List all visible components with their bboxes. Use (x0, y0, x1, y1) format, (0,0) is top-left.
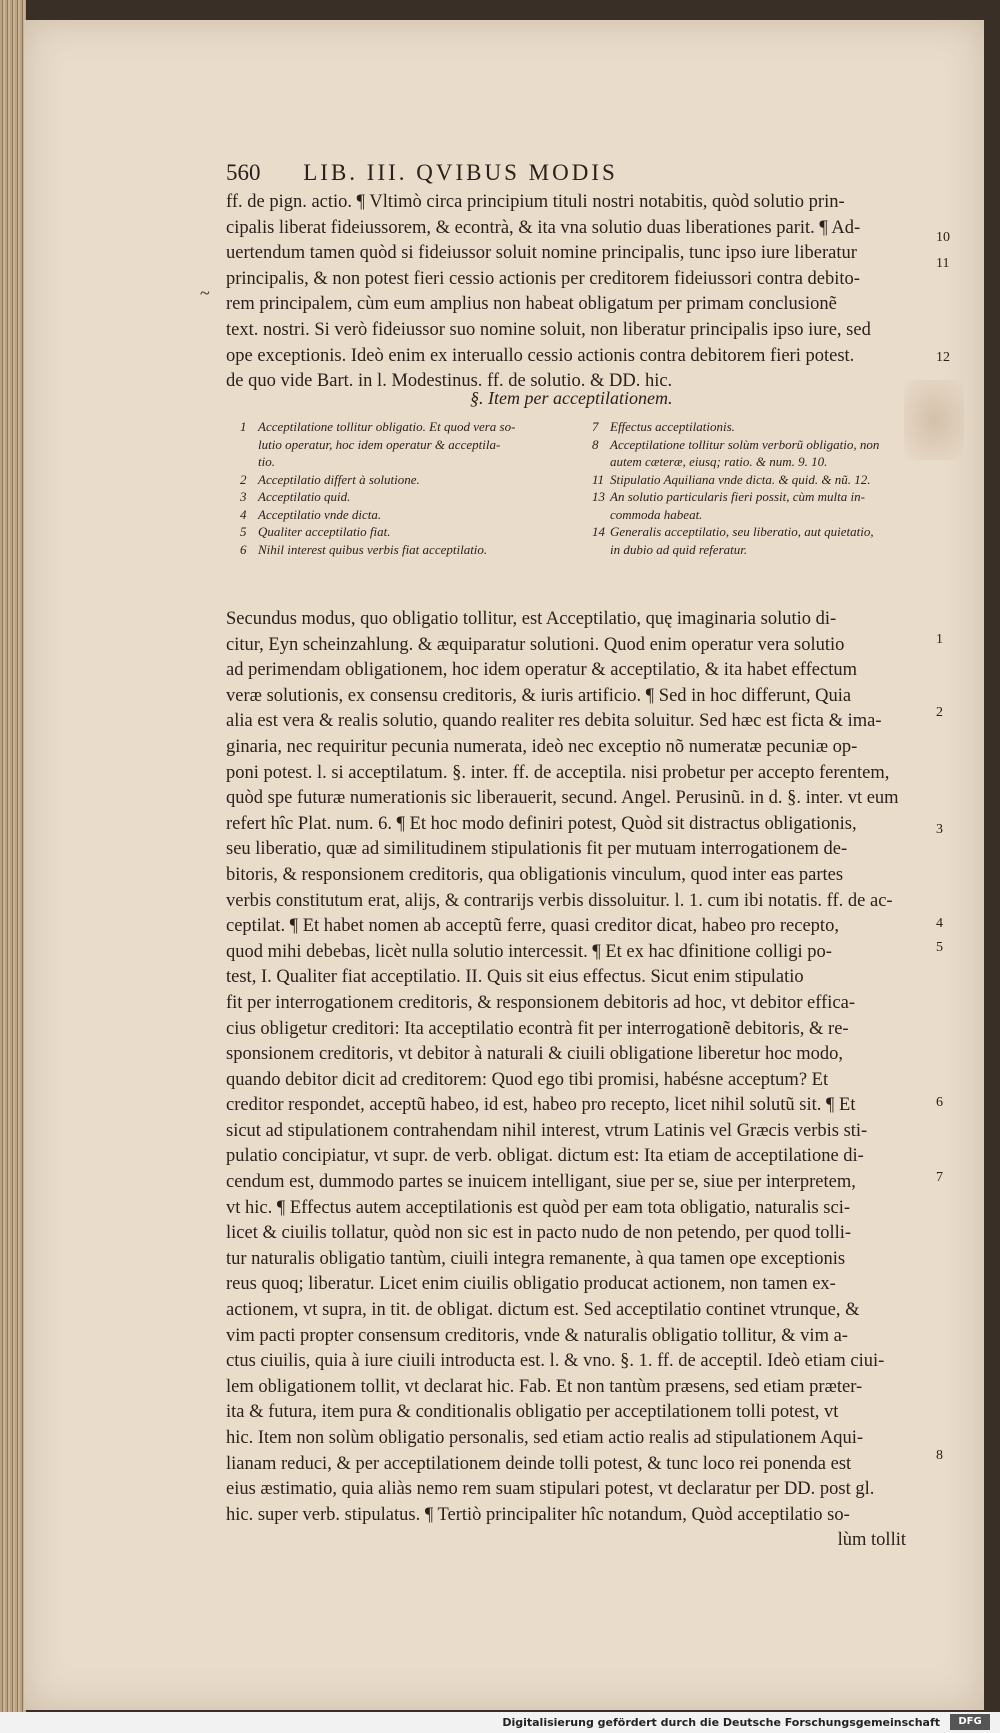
index-number: 14 (592, 524, 605, 539)
index-text: Acceptilatio quid. (258, 489, 351, 504)
index-text: Acceptilatione tollitur obligatio. Et quod vera so- (258, 419, 516, 434)
text-line: ope exceptionis. Ideò enim ex interuallo cessio actionis contra debitorem fieri potest. (226, 345, 855, 366)
margin-number: 10 (936, 230, 950, 245)
index-number: 4 (240, 506, 247, 522)
text-line: quod mihi debebas, licèt nulla solutio intercessit. ¶ Et ex hac dfinitione colligi po- (226, 941, 832, 962)
text-line: ginaria, nec requiritur pecunia numerata, ideò nec exceptio nõ numeratæ pecuniæ op- (226, 736, 858, 757)
text-line: de quo vide Bart. in l. Modestinus. ff. de solutio. & DD. hic. (226, 371, 673, 392)
text-line: seu liberatio, quæ ad similitudinem stipulationis fit per mutuam interrogationem de- (226, 839, 848, 860)
index-number: 5 (240, 524, 247, 539)
margin-number: 4 (936, 916, 943, 931)
margin-number: 2 (936, 705, 943, 720)
index-text: Generalis acceptilatio, seu liberatio, aut quietatio, (610, 524, 874, 539)
text-line: sponsionem creditoris, vt debitor à naturali & ciuili obligatione liberetur hoc modo, (226, 1044, 844, 1065)
index-text: commoda habeat. (610, 506, 703, 522)
text-line: vim pacti propter consensum creditoris, vnde & naturalis obligatio tollitur, & vim a- (226, 1325, 848, 1346)
index-text: Effectus acceptilationis. (610, 419, 735, 434)
text-line: cipalis liberat fideiussorem, & econtrà, & ita vna solutio duas liberationes parit. ¶ Ad- (226, 217, 861, 238)
text-line: reus quoq; liberatur. Licet enim ciuilis obligatio producat actionem, non tamen ex- (226, 1274, 836, 1295)
text-line: pulatio concipiatur, vt supr. de verb. obligat. dictum est: Ita etiam de acceptilatione di- (226, 1146, 864, 1167)
text-line: actionem, vt supra, in tit. de obligat. dictum est. Sed acceptilatio continet vtrunque, & (226, 1300, 860, 1321)
text-line: bitoris, & responsionem creditoris, qua obligationis vinculum, quod inter eas partes (226, 864, 844, 885)
running-title: LIB. III. QVIBUS MODIS (303, 160, 618, 185)
index-row (592, 506, 932, 524)
index-row (240, 488, 570, 506)
index-text: in dubio ad quid referatur. (610, 541, 748, 557)
index-text: Stipulatio Aquiliana vnde dicta. & quid. & nũ. 12. (610, 471, 871, 487)
text-line: verbis constitutum erat, alijs, & contrarijs verbis dissoluitur. l. 1. cum ibi notatis. ff. de ac- (226, 890, 893, 911)
left-margin-mark: ~ (200, 283, 210, 303)
index-row (240, 418, 570, 436)
text-line: ad perimendam obligationem, hoc idem operatur & acceptilatio, & ita habet effectum (226, 660, 857, 681)
index-row (592, 471, 932, 489)
dfg-logo: DFG (950, 1714, 990, 1730)
margin-number: 3 (936, 822, 943, 837)
margin-number: 12 (936, 350, 950, 365)
text-line: poni potest. l. si acceptilatum. §. inter. ff. de acceptila. nisi probetur per accepto ferentem, (226, 762, 890, 783)
index-row (240, 506, 570, 524)
summary-index-left (240, 418, 570, 558)
main-paragraph (226, 607, 906, 1554)
index-text: autem cæteræ, eiusq; ratio. & num. 9. 10. (610, 454, 828, 469)
index-number: 6 (240, 541, 247, 557)
text-line: refert hîc Plat. num. 6. ¶ Et hoc modo definiri potest, Quòd sit distractus obligationis, (226, 813, 857, 834)
text-line: hic. Item non solùm obligatio personalis, sed etiam actio realis ad stipulationem Aqui- (226, 1428, 864, 1448)
text-line: tur naturalis obligatio tantùm, ciuili integra remanente, à qua tamen ope exceptionis (226, 1248, 846, 1269)
index-row (240, 436, 570, 454)
index-text: Acceptilatio differt à solutione. (258, 471, 420, 487)
text-line: alia est vera & realis solutio, quando realiter res debita soluitur. Sed hæc est ficta & ima- (226, 711, 882, 732)
index-text: An solutio particularis fieri possit, cùm multa in- (610, 489, 865, 504)
section-title: §. Item per acceptilationem. (470, 388, 673, 408)
index-row (592, 523, 932, 541)
text-line: ceptilat. ¶ Et habet nomen ab acceptũ ferre, quasi creditor dicat, habeo pro recepto, (226, 916, 839, 937)
text-line: vt hic. ¶ Effectus autem acceptilationis est quòd per eam tota obligatio, naturalis sci- (226, 1197, 851, 1218)
book-edge (0, 0, 26, 1733)
index-text: Acceptilatione tollitur solùm verborũ obligatio, non (610, 436, 880, 452)
margin-number: 5 (936, 940, 943, 955)
text-line: ctus ciuilis, quia à iure ciuili introducta est. l. & vno. §. 1. ff. de acceptil. Ideò etiam ciui- (226, 1351, 885, 1372)
index-number: 13 (592, 489, 605, 504)
index-number: 11 (592, 471, 605, 487)
index-row (592, 453, 932, 471)
index-text: Nihil interest quibus verbis fiat acceptilatio. (258, 541, 488, 557)
index-row (240, 453, 570, 471)
index-number: 8 (592, 436, 599, 452)
page-number: 560 (226, 160, 261, 185)
index-text: Qualiter acceptilatio fiat. (258, 524, 391, 539)
index-text: lutio operatur, hoc idem operatur & acceptila- (258, 436, 501, 452)
digitization-footer: Digitalisierung gefördert durch die Deutsche Forschungsgemeinschaft (0, 1712, 1000, 1733)
text-line: veræ solutionis, ex consensu creditoris, & iuris artificio. ¶ Sed in hoc differunt, Quia (226, 685, 852, 706)
index-row (240, 541, 570, 559)
margin-number: 7 (936, 1170, 943, 1185)
text-line: rem principalem, cùm eum amplius non habeat obligatum per primam conclusionẽ (226, 294, 837, 315)
margin-number: 8 (936, 1448, 943, 1463)
summary-index-right (592, 418, 932, 558)
text-line: principalis, & non potest fieri cessio actionis per creditorem fideiussori contra debito- (226, 268, 860, 289)
text-line: cius obligetur creditori: Ita acceptilatio econtrà fit per interrogationẽ debitoris, & re- (226, 1018, 849, 1039)
text-line: ff. de pign. actio. ¶ Vltimò circa principium tituli nostri notabitis, quòd solutio prin- (226, 192, 845, 212)
index-text: tio. (258, 454, 275, 469)
index-row (592, 436, 932, 454)
text-line: citur, Eyn scheinzahlung. & æquiparatur solutioni. Quod enim operatur vera solutio (226, 634, 845, 655)
top-paragraph (226, 190, 906, 395)
index-number: 3 (240, 489, 247, 504)
text-line: sicut ad stipulationem contrahendam nihil interest, vtrum Latinis vel Græcis verbis sti- (226, 1120, 868, 1141)
index-row (240, 523, 570, 541)
index-row (592, 418, 932, 436)
catchword: lùm tollit (837, 1530, 906, 1551)
text-line: uertendum tamen quòd si fideiussor soluit nomine principalis, tunc ipso iure liberatur (226, 243, 857, 264)
text-line: lem obligationem tollit, vt declarat hic. Fab. Et non tantùm præsens, sed etiam præter- (226, 1376, 863, 1397)
text-line: creditor respondet, acceptũ habeo, id est, habeo pro recepto, licet nihil solutũ sit. ¶ Et (226, 1095, 856, 1116)
index-row (592, 488, 932, 506)
text-line: eius æstimatio, quia aliàs nemo rem suam stipulari potest, vt declaratur per DD. post gl. (226, 1479, 875, 1500)
index-number: 7 (592, 419, 599, 434)
text-line: fit per interrogationem creditoris, & responsionem debitoris ad hoc, vt debitor effica- (226, 992, 855, 1013)
text-line: text. nostri. Si verò fideiussor suo nomine soluit, non liberatur principalis ipso iure, sed (226, 319, 871, 340)
text-line: quòd spe futuræ numerationis sic liberauerit, secund. Angel. Perusinũ. in d. §. inter. vt eum (226, 788, 899, 809)
index-number: 2 (240, 471, 247, 487)
index-row (240, 471, 570, 489)
index-number: 1 (240, 419, 247, 434)
running-header (226, 160, 926, 186)
text-line: test, I. Qualiter fiat acceptilatio. II. Quis sit eius effectus. Sicut enim stipulatio (226, 967, 804, 988)
text-line: hic. super verb. stipulatus. ¶ Tertiò principaliter hîc notandum, Quòd acceptilatio so- (226, 1504, 850, 1525)
index-row (592, 541, 932, 559)
text-line: ita & futura, item pura & conditionalis obligatio per acceptilationem tolli potest, vt (226, 1402, 839, 1423)
margin-number: 11 (936, 256, 950, 271)
margin-number: 1 (936, 632, 943, 647)
text-line: Secundus modus, quo obligatio tollitur, est Acceptilatio, quę imaginaria solutio di- (226, 609, 837, 629)
text-line: lianam reduci, & per acceptilationem deinde tolli potest, & tunc loco rei ponenda est (226, 1453, 852, 1474)
text-line: licet & ciuilis tollatur, quòd non sic est in pacto nudo de non petendo, per quod tolli- (226, 1223, 852, 1244)
text-line: cendum est, dummodo partes se inuicem intelligant, siue per se, siue per interpretem, (226, 1172, 856, 1193)
margin-number: 6 (936, 1095, 943, 1110)
text-line: quando debitor dicit ad creditorem: Quod ego tibi promisi, habésne acceptum? Et (226, 1069, 829, 1090)
index-text: Acceptilatio vnde dicta. (258, 506, 382, 522)
